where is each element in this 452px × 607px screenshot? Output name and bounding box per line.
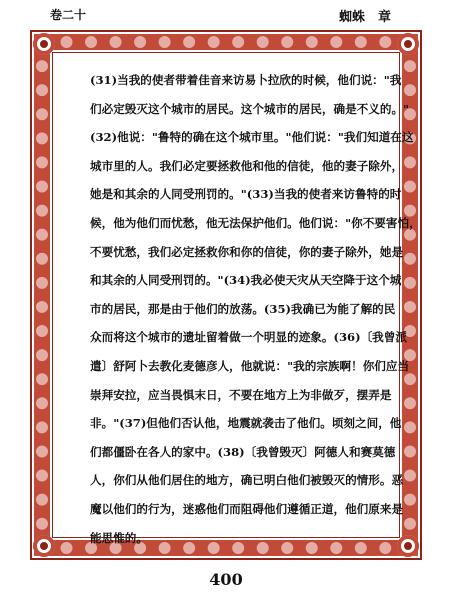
text-line: 她是和其余的人同受刑罚的。"(33)当我的使者来访鲁特的时	[90, 187, 402, 202]
text-line: 众而将这个城市的遗址留着做一个明显的迹象。(36)〔我曾派	[90, 330, 407, 345]
corner-ornament-bottom-left	[33, 535, 55, 557]
text-line: (32)他说："鲁特的确在这个城市里。"他们说："我们知道在这	[90, 130, 414, 145]
text-line: 候，他为他们而忧愁，他无法保护他们。他们说："你不要害怕，	[90, 215, 421, 230]
text-line: 们都僵卧在各人的家中。(38)〔我曾毁灭〕阿德人和赛莫德	[90, 444, 396, 459]
text-line: 们必定毁灭这个城市的居民。这个城市的居民，确是不义的。"	[90, 101, 410, 116]
text-line: 崇拜安拉，应当畏惧末日，不要在地方上为非做歹，摆弄是	[90, 387, 392, 402]
body-text	[90, 66, 421, 552]
page-number: 400	[209, 570, 243, 589]
corner-ornament-top-right	[397, 33, 419, 55]
text-line: 和其余的人同受刑罚的。"(34)我必使天灾从天空降于这个城	[90, 273, 402, 288]
chapter-title: 蜘蛛 章	[339, 10, 392, 25]
text-line: 城市里的人。我们必定要拯救他和他的信徒，他的妻子除外，	[90, 158, 404, 173]
text-line: 不要忧愁，我们必定拯救你和你的信徒，你的妻子除外，她是	[90, 244, 404, 259]
text-line: 人，你们从他们居住的地方，确已明白他们被毁灭的情形。恶	[90, 473, 404, 488]
text-line: 非。"(37)但他们否认他，地震就袭击了他们。顷刻之间，他	[90, 416, 402, 431]
chapter-number: 卷二十	[50, 8, 87, 22]
text-line: (31)当我的使者带着佳音来访易卜拉欣的时候，他们说："我	[90, 73, 402, 87]
text-line: 市的居民，那是由于他们的放荡。(35)我确已为能了解的民	[90, 301, 396, 316]
corner-ornament-bottom-right	[397, 535, 419, 557]
text-line: 魔以他们的行为，迷惑他们而阻碍他们遵循正道，他们原来是	[90, 501, 404, 516]
text-line: 遣〕舒阿卜去教化麦德彦人，他就说："我的宗族啊！你们应当	[90, 358, 410, 373]
text-line: 能思惟的。	[90, 530, 148, 545]
corner-ornament-top-left	[33, 33, 55, 55]
